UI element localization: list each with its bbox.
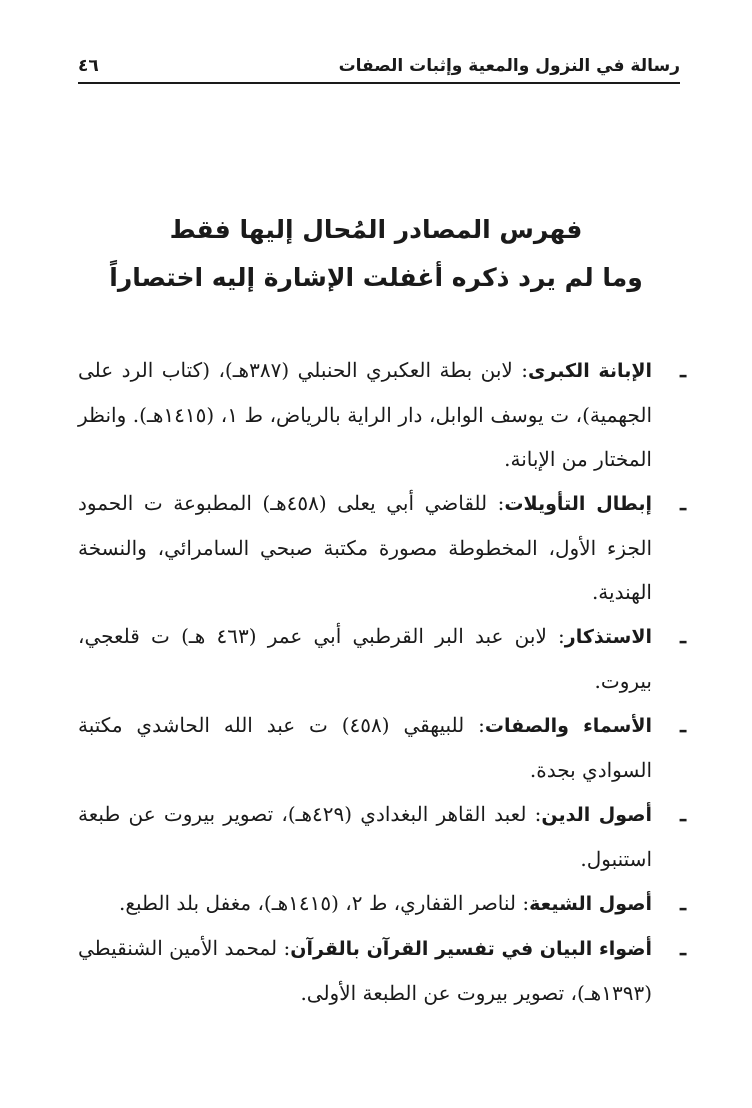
- index-heading: [60, 206, 692, 302]
- page-number: ٤٦: [78, 56, 99, 76]
- reference-entry: [78, 348, 686, 481]
- entry-dash: ـ: [680, 802, 686, 826]
- index-heading-line-1: فهرس المصادر المُحال إليها فقط: [169, 215, 583, 244]
- reference-entry: [78, 792, 686, 881]
- entry-body: : لابن بطة العكبري الحنبلي (٣٨٧هـ)، (كتاب الرد على الجهمية)، ت يوسف الوابل، دار الراية بالرياض، ط ١، (١٤١٥هـ). وانظر المختار من الإبانة.: [78, 358, 653, 471]
- running-header-title: رسالة في النزول والمعية وإثبات الصفات: [338, 56, 680, 76]
- reference-entry: [78, 703, 686, 792]
- entry-body: : للبيهقي (٤٥٨) ت عبد الله الحاشدي مكتبة السوادي بجدة.: [78, 713, 652, 782]
- entry-body: : لمحمد الأمين الشنقيطي (١٣٩٣هـ)، تصوير بيروت عن الطبعة الأولى.: [78, 936, 652, 1005]
- entry-dash: ـ: [680, 624, 686, 648]
- entry-body: : لناصر القفاري، ط ٢، (١٤١٥هـ)، مغفل بلد الطبع.: [118, 891, 530, 915]
- running-header: [78, 40, 680, 84]
- entry-title: الإبانة الكبرى: [528, 360, 652, 382]
- entry-title: الأسماء والصفات: [484, 715, 652, 737]
- entry-title: أصول الدين: [541, 804, 653, 826]
- reference-entry: [78, 481, 686, 614]
- references-list: [78, 348, 686, 1015]
- entry-title: أضواء البيان في تفسير القرآن بالقرآن: [290, 938, 652, 960]
- entry-dash: ـ: [680, 358, 686, 382]
- reference-entry: [78, 614, 686, 703]
- entry-dash: ـ: [680, 936, 686, 960]
- entry-dash: ـ: [680, 713, 686, 737]
- reference-entry: [78, 926, 686, 1015]
- reference-entry: [78, 881, 686, 926]
- index-heading-line-2: وما لم يرد ذكره أغفلت الإشارة إليه اختصاراً: [109, 263, 643, 292]
- entry-body: : لعبد القاهر البغدادي (٤٢٩هـ)، تصوير بيروت عن طبعة استنبول.: [78, 802, 652, 871]
- entry-body: : لابن عبد البر القرطبي أبي عمر (٤٦٣ هـ) ت قلعجي، بيروت.: [78, 624, 652, 693]
- entry-title: الاستذكار: [564, 626, 652, 648]
- entry-title: أصول الشيعة: [529, 893, 652, 915]
- entry-dash: ـ: [680, 491, 686, 515]
- entry-body: : للقاضي أبي يعلى (٤٥٨هـ) المطبوعة ت الحمود الجزء الأول، المخطوطة مصورة مكتبة صبحي السامرائي، والنسخة الهندية.: [78, 491, 652, 604]
- entry-title: إبطال التأويلات: [504, 493, 652, 515]
- entry-dash: ـ: [680, 891, 686, 915]
